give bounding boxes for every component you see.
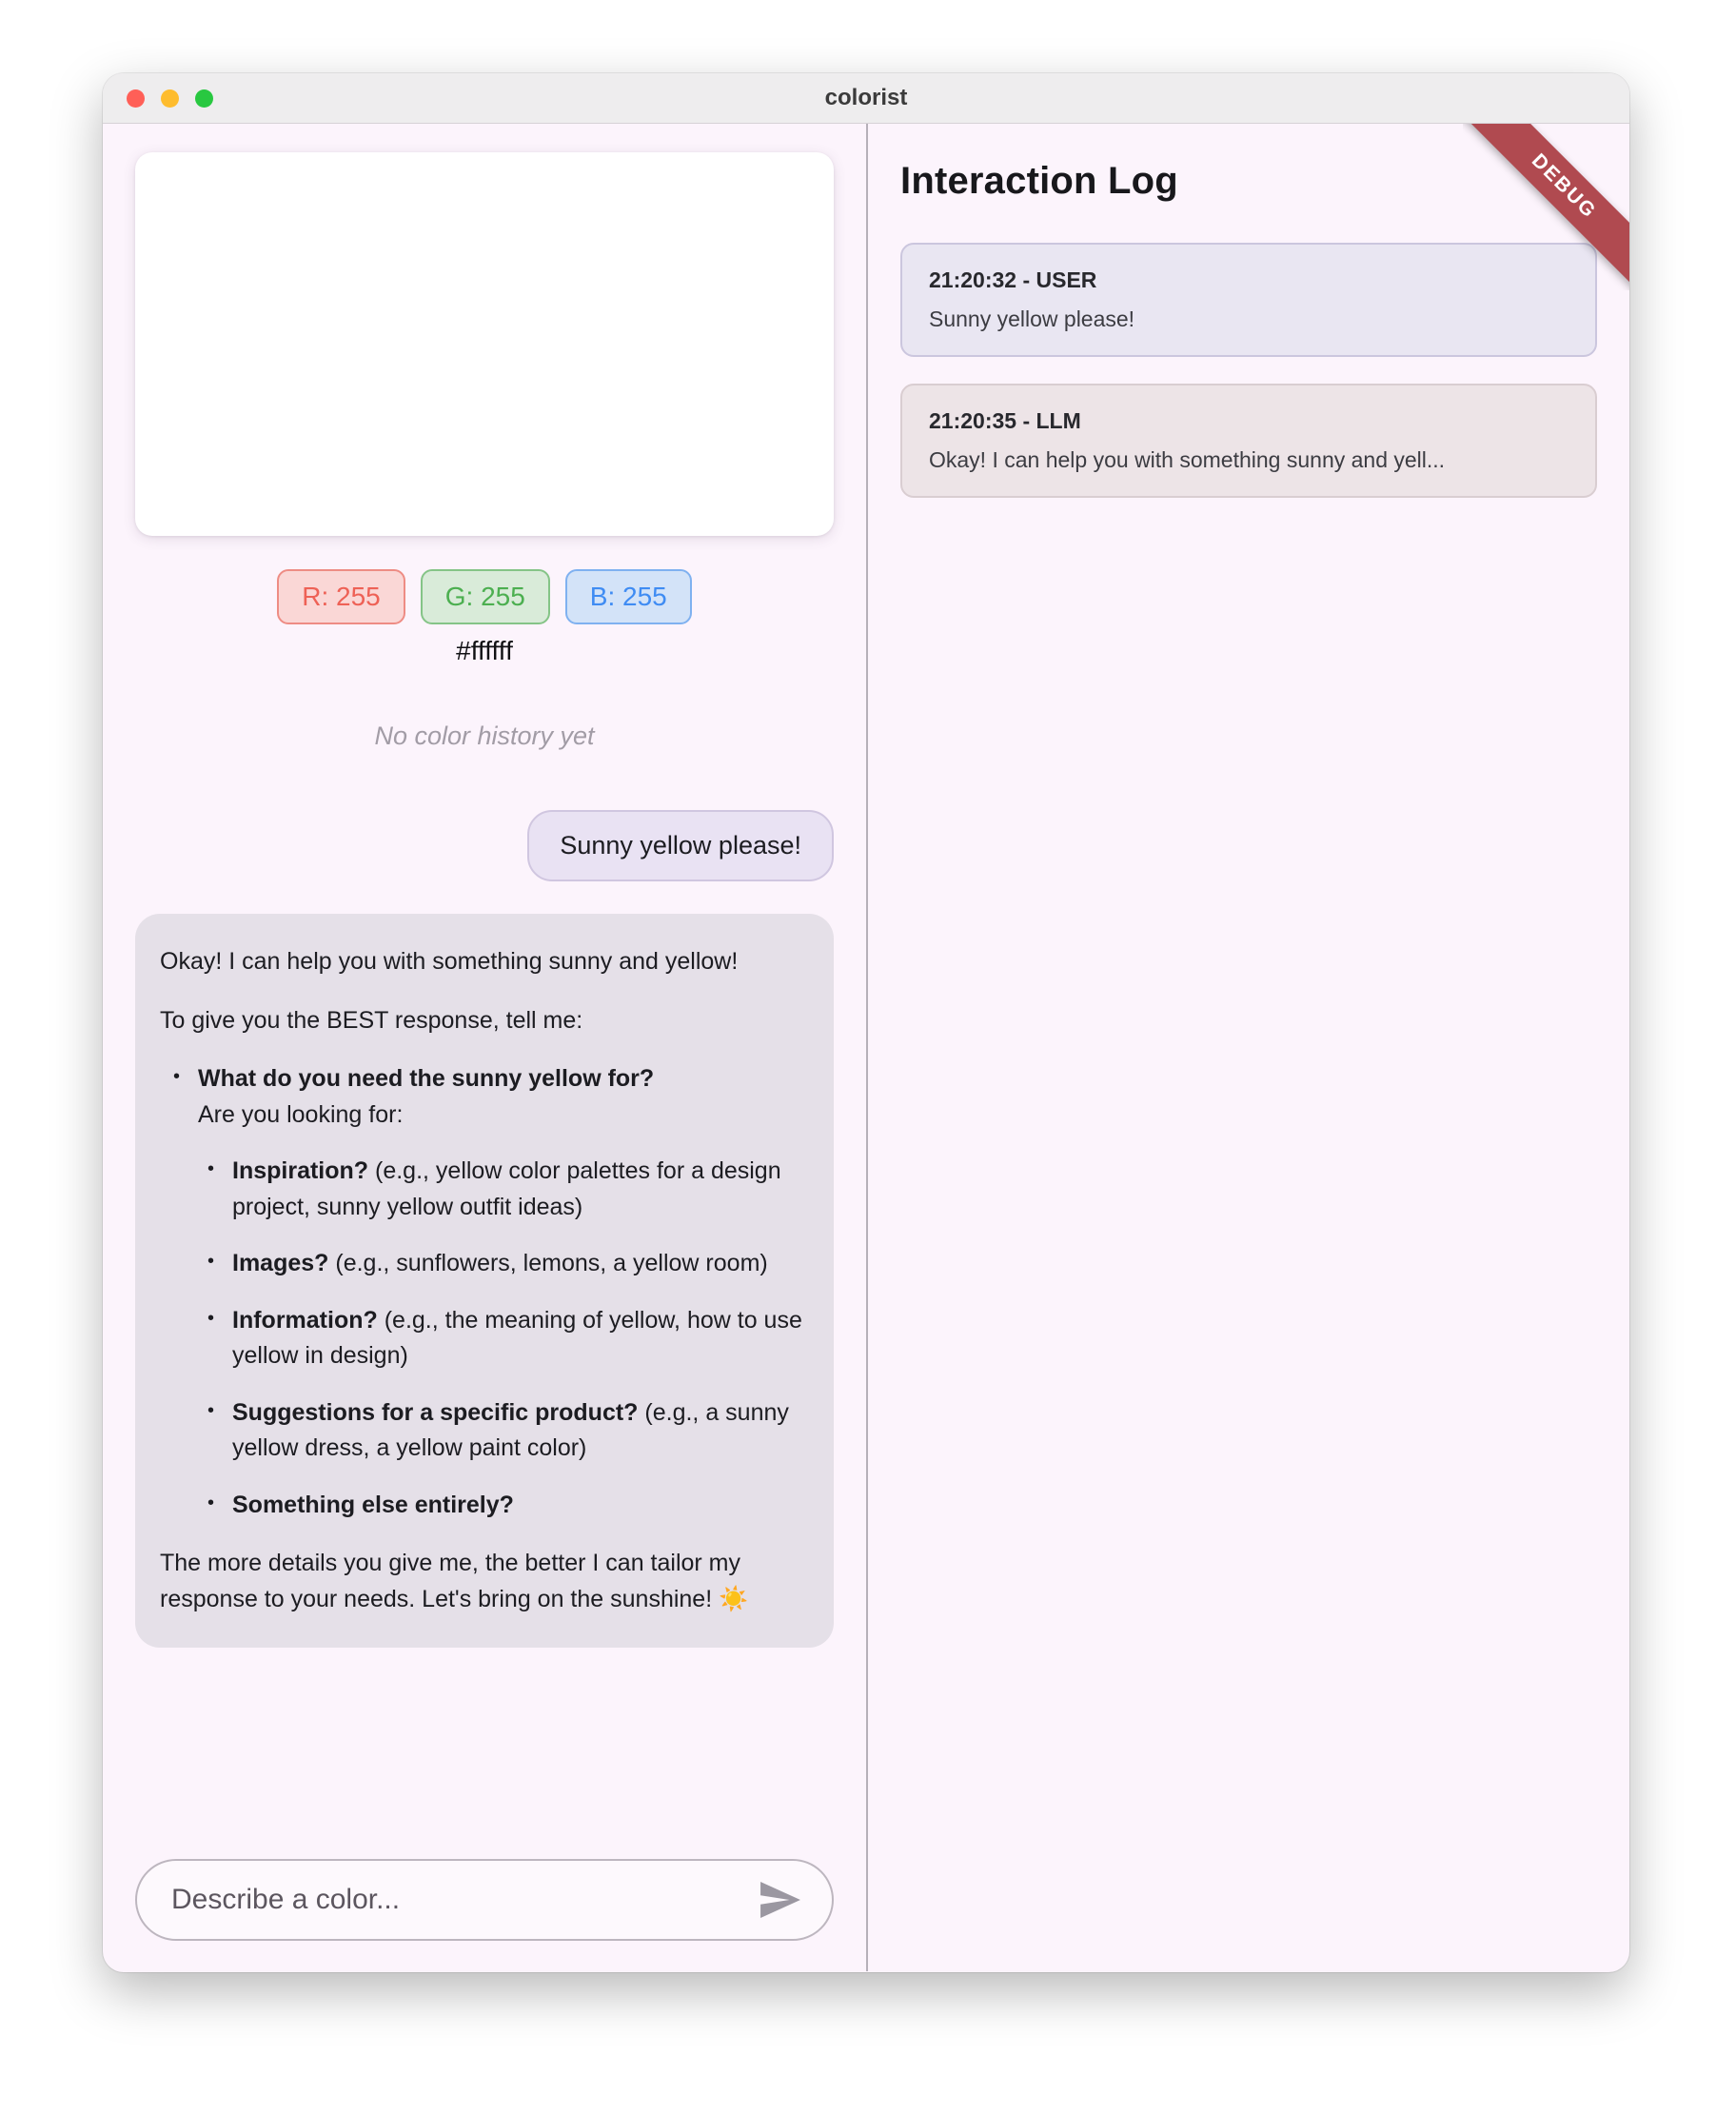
assistant-paragraph: To give you the BEST response, tell me:: [160, 1006, 583, 1034]
list-item: [232, 1303, 809, 1374]
log-entry-header: 21:20:32 - USER: [929, 267, 1097, 292]
list-item-bold: Suggestions for a specific product?: [232, 1398, 639, 1426]
send-button[interactable]: [756, 1878, 805, 1922]
color-swatch: [135, 152, 834, 536]
log-entry-header: 21:20:35 - LLM: [929, 408, 1081, 433]
send-icon: [759, 1881, 802, 1919]
log-entry: [900, 384, 1597, 498]
window-controls: [127, 73, 213, 123]
hex-value: #ffffff: [456, 636, 513, 665]
list-item-bold: Something else entirely?: [232, 1491, 514, 1518]
app-window: [103, 73, 1629, 1972]
log-entries: [900, 243, 1597, 498]
list-item-text: (e.g., a sunny yellow dress, a yellow paint color): [232, 1398, 789, 1461]
color-history-empty-label: No color history yet: [374, 721, 595, 750]
list-item-bold: Images?: [232, 1250, 329, 1276]
list-item-text: (e.g., the meaning of yellow, how to use yellow in design): [232, 1306, 802, 1369]
red-value-badge: R: 255: [277, 569, 405, 624]
list-item-text: (e.g., yellow color palettes for a design project, sunny yellow outfit ideas): [232, 1157, 781, 1220]
interaction-log-title: Interaction Log: [900, 160, 1178, 202]
color-input[interactable]: [171, 1884, 756, 1916]
list-item-text: Are you looking for:: [198, 1100, 404, 1128]
list-item-bold: What do you need the sunny yellow for?: [198, 1065, 655, 1092]
assistant-paragraph: Okay! I can help you with something sunny and yellow!: [160, 948, 739, 975]
list-item: [232, 1395, 809, 1467]
close-button[interactable]: [127, 89, 145, 108]
minimize-button[interactable]: [161, 89, 179, 108]
color-panel: [103, 124, 868, 1971]
list-item: [232, 1154, 809, 1225]
rgb-badges: [135, 569, 834, 624]
list-item-bold: Inspiration?: [232, 1157, 369, 1184]
chat-area: [135, 810, 834, 1648]
interaction-log-panel: [868, 124, 1629, 1971]
green-value-badge: G: 255: [421, 569, 550, 624]
list-item-bold: Information?: [232, 1306, 378, 1334]
color-input-pill: [135, 1859, 834, 1941]
list-item: [232, 1488, 809, 1524]
chat-assistant-bubble: [135, 914, 834, 1648]
list-item: [198, 1061, 809, 1523]
assistant-bullet-list: [160, 1061, 809, 1523]
assistant-paragraph: The more details you give me, the better I can tailor my response to your needs. Let's bring on the sunshine! ☀️: [160, 1550, 749, 1612]
log-entry-body: Okay! I can help you with something sunny and yell...: [929, 447, 1446, 472]
debug-ribbon: DEBUG: [1463, 124, 1629, 290]
log-entry: [900, 243, 1597, 357]
list-item: [232, 1246, 809, 1282]
window-title: colorist: [824, 85, 908, 110]
assistant-sub-bullet-list: [198, 1154, 809, 1523]
log-entry-body: Sunny yellow please!: [929, 306, 1135, 331]
titlebar: [103, 73, 1629, 124]
list-item-text: (e.g., sunflowers, lemons, a yellow room): [328, 1250, 768, 1276]
color-input-row: [135, 1859, 834, 1941]
zoom-button[interactable]: [195, 89, 213, 108]
blue-value-badge: B: 255: [565, 569, 692, 624]
chat-user-bubble: Sunny yellow please!: [527, 810, 834, 881]
